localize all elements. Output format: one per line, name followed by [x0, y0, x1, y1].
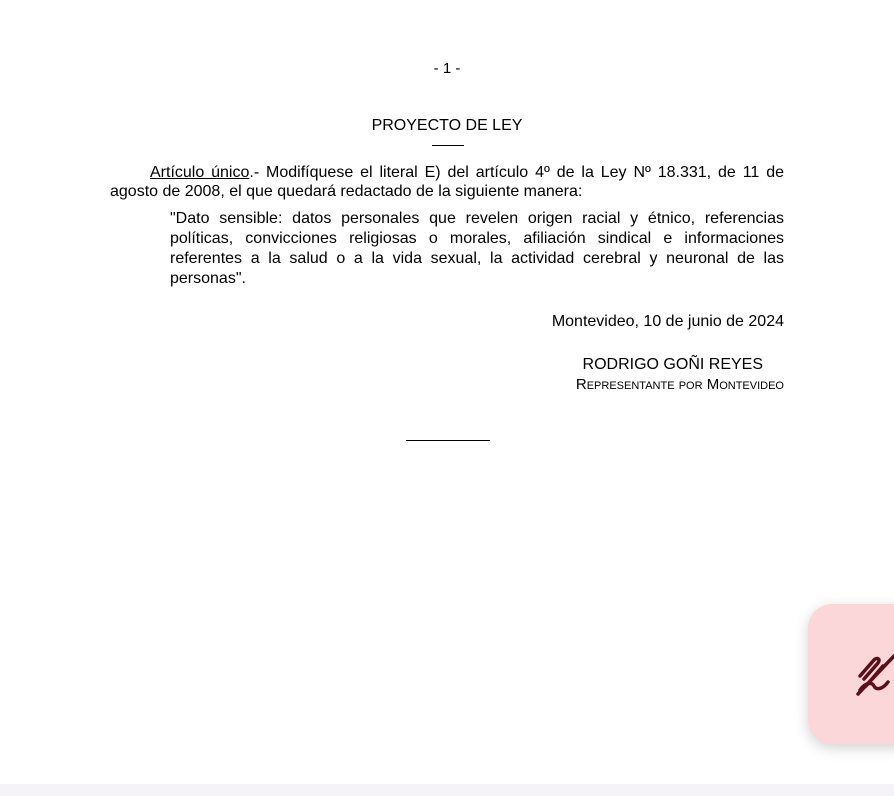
article-label: Artículo único	[150, 164, 250, 181]
edit-off-icon	[856, 652, 894, 696]
end-rule	[406, 440, 490, 441]
document-date: Montevideo, 10 de junio de 2024	[551, 313, 784, 330]
page-number: - 1 -	[433, 60, 461, 77]
quoted-definition: "Dato sensible: datos personales que revelen origen racial y étnico, referencias políticas, convicciones religiosas o morales, afiliación sindical e informaciones referentes a la salud o a la vida sexual, la actividad cerebral y neuronal de las personas".	[170, 210, 784, 287]
article-paragraph	[110, 163, 784, 201]
title-underline	[432, 145, 464, 146]
document-title: PROYECTO DE LEY	[371, 117, 523, 134]
article-text: .- Modifíquese el literal E) del artículo 4º de la Ley Nº 18.331, de 11 de agosto de 2008, el que quedará redactado de la siguiente manera:	[110, 164, 784, 200]
signer-name: RODRIGO GOÑI REYES	[582, 356, 763, 373]
signer-role: Representante por Montevideo	[575, 376, 784, 393]
annotation-fab-button[interactable]	[808, 604, 894, 744]
bottom-bar	[0, 784, 894, 796]
